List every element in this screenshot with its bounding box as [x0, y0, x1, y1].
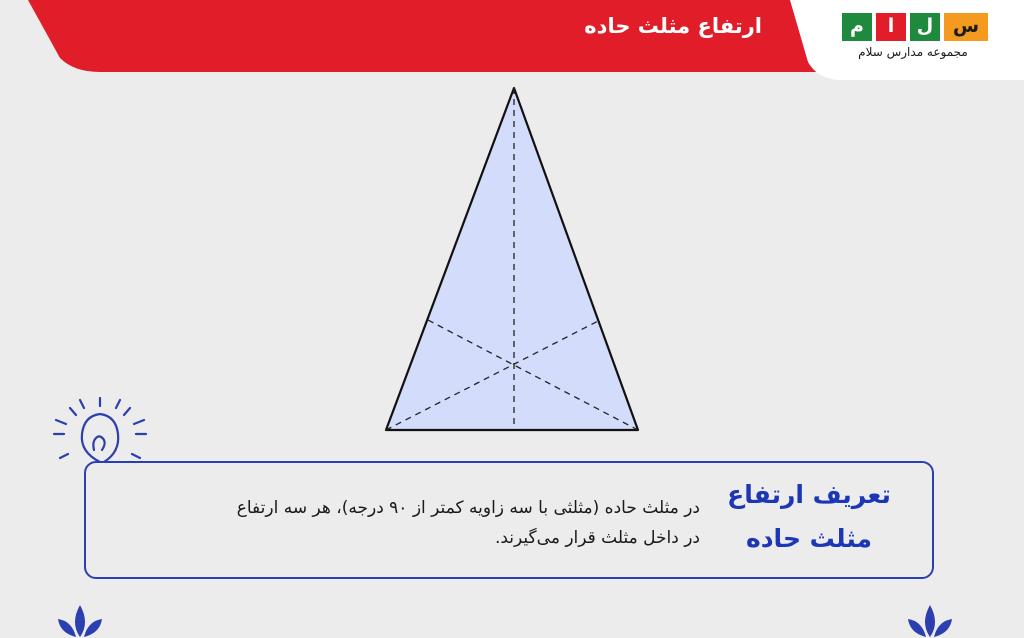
- logo-subtitle: مجموعه مدارس سلام: [858, 45, 968, 59]
- definition-title-line-1: تعریف ارتفاع: [727, 480, 891, 509]
- definition-body-line-2: در داخل مثلث قرار می‌گیرند.: [494, 528, 700, 548]
- definition-title-line-2: مثلث حاده: [745, 524, 873, 553]
- leaf-left-icon: [56, 597, 104, 638]
- definition-body-line-1: در مثلث حاده (مثلثی با سه زاویه کمتر از ۹۰ درجه)، هر سه ارتفاع: [236, 498, 700, 518]
- logo-letter-2: ا: [876, 13, 906, 41]
- logo-letter-4: س: [944, 13, 988, 41]
- page-title: ارتفاع مثلث حاده: [584, 14, 762, 38]
- definition-title: [714, 473, 904, 561]
- definition-body: [140, 493, 700, 553]
- definition-box: [84, 461, 934, 579]
- acute-triangle: [386, 88, 638, 430]
- leaf-right-icon: [906, 597, 954, 638]
- logo-letter-1: م: [842, 13, 872, 41]
- logo-letter-3: ل: [910, 13, 940, 41]
